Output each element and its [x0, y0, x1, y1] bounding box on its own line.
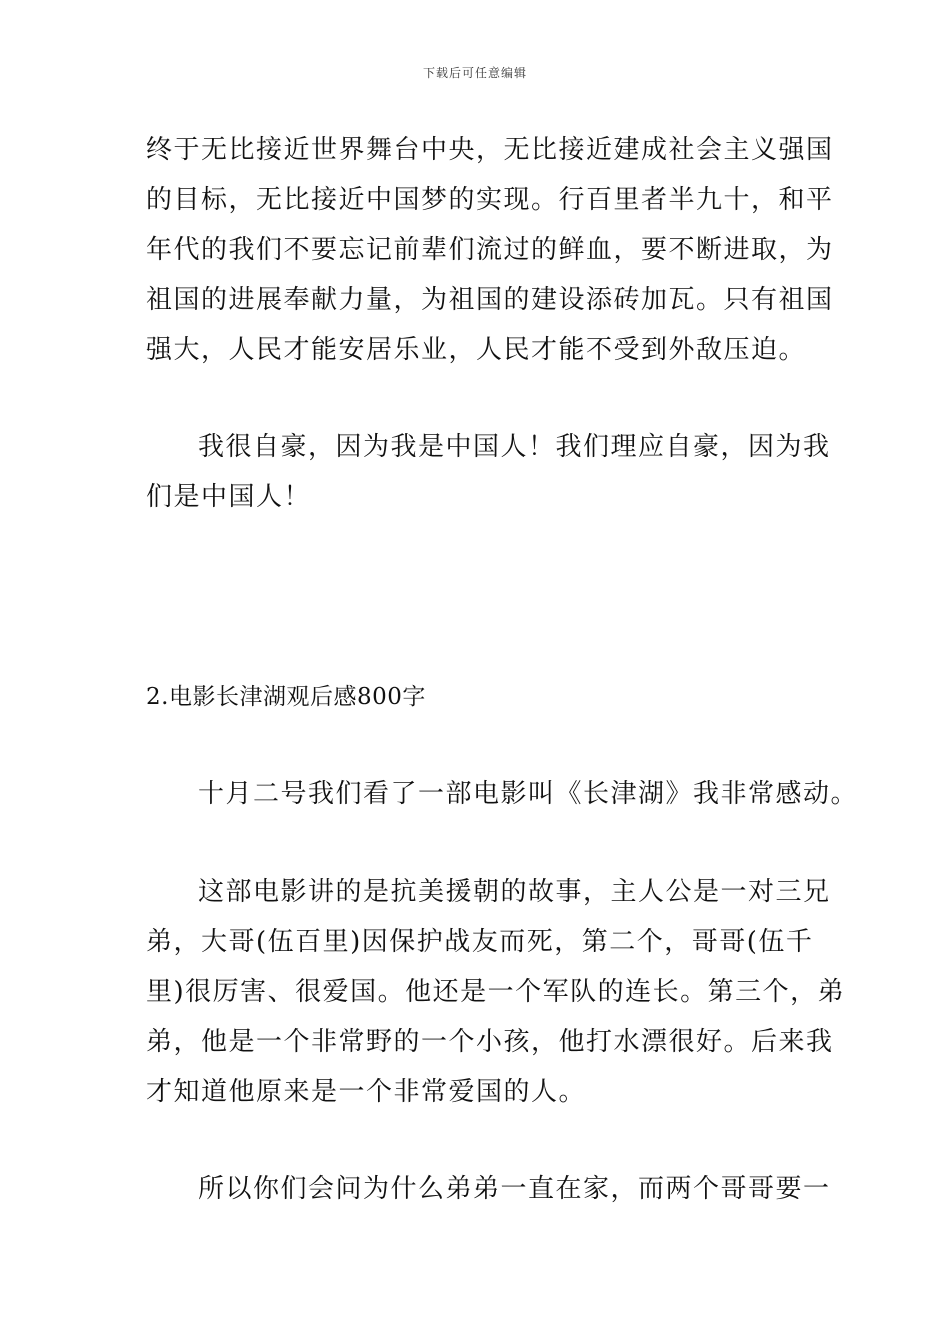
paragraph-line: 祖国的进展奉献力量，为祖国的建设添砖加瓦。只有祖国	[146, 285, 834, 315]
section-heading: 2.电影长津湖观后感800字	[146, 684, 426, 710]
paragraph-line: 强大，人民才能安居乐业，人民才能不受到外敌压迫。	[146, 335, 807, 365]
paragraph-line: 们是中国人！	[146, 482, 312, 512]
paragraph-line: 我很自豪，因为我是中国人！我们理应自豪，因为我	[198, 432, 831, 462]
page-header: 下载后可任意编辑	[422, 66, 527, 80]
paragraph-line: 年代的我们不要忘记前辈们流过的鲜血，要不断进取，为	[146, 235, 834, 265]
paragraph-line: 里)很厉害、很爱国。他还是一个军队的连长。第三个，弟	[146, 977, 846, 1007]
paragraph-line: 十月二号我们看了一部电影叫《长津湖》我非常感动。	[198, 779, 859, 809]
paragraph-line: 弟，大哥(伍百里)因保护战友而死，第二个，哥哥(伍千	[146, 927, 814, 957]
paragraph-line: 这部电影讲的是抗美援朝的故事，主人公是一对三兄	[198, 877, 831, 907]
paragraph-line: 弟，他是一个非常野的一个小孩，他打水漂很好。后来我	[146, 1027, 834, 1057]
paragraph-line: 才知道他原来是一个非常爱国的人。	[146, 1077, 587, 1107]
paragraph-line: 所以你们会问为什么弟弟一直在家，而两个哥哥要一	[198, 1174, 831, 1204]
paragraph-line: 终于无比接近世界舞台中央，无比接近建成社会主义强国	[146, 135, 834, 165]
paragraph-line: 的目标，无比接近中国梦的实现。行百里者半九十，和平	[146, 185, 834, 215]
